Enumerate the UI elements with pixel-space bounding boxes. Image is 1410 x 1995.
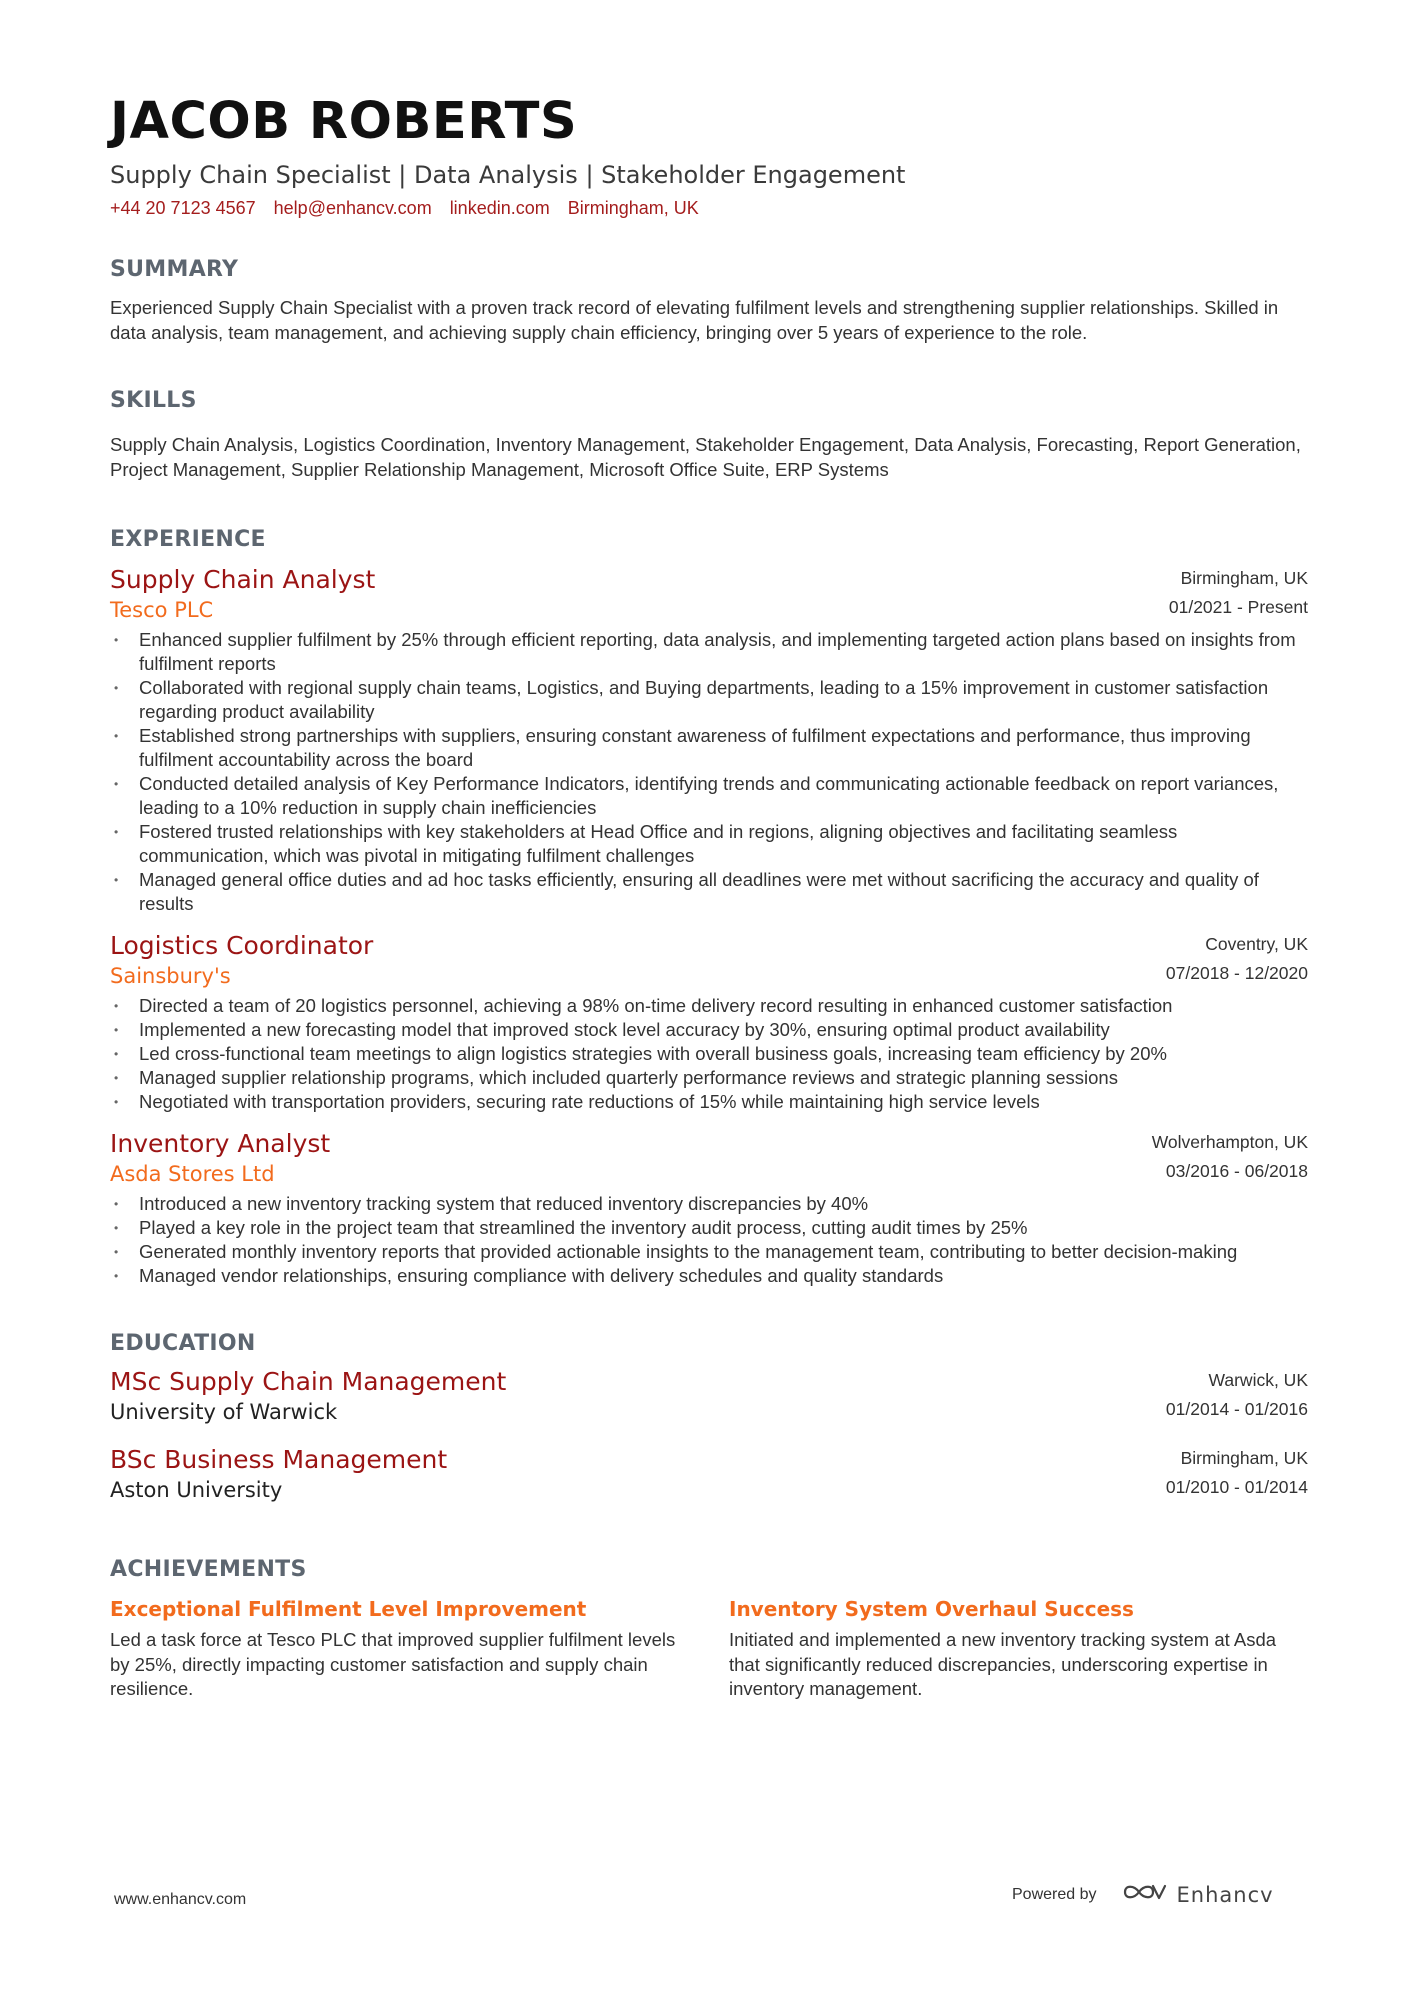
section-title: ACHIEVEMENTS [110,1557,307,1582]
company-name: Asda Stores Ltd [110,1162,275,1186]
bullet-item: • Enhanced supplier fulfilment by 25% through efficient reporting, data analysis, and implementing targeted action plans based on insights from fulfilment reports [110,628,1308,676]
section-title: EDUCATION [110,1331,256,1356]
bullet-item: • Negotiated with transportation providers, securing rate reductions of 15% while maintaining high service levels [110,1090,1308,1114]
achievement-item [110,1596,677,1702]
education-section [110,1330,1308,1504]
degree-title: MSc Supply Chain Management [110,1367,507,1396]
bullet-item: • Generated monthly inventory reports that provided actionable insights to the management team, contributing to better decision-making [110,1240,1308,1264]
bullet-item: • Established strong partnerships with suppliers, ensuring constant awareness of fulfilment expectations and performance, thus improving fulfilment accountability across the board [110,724,1308,772]
job-title: Inventory Analyst [110,1129,331,1158]
bullet-item: • Fostered trusted relationships with key stakeholders at Head Office and in regions, aligning objectives and facilitating seamless communication, which was pivotal in mitigating fulfilment challenges [110,820,1308,868]
bullet-item: • Managed supplier relationship programs, which included quarterly performance reviews and strategic planning sessions [110,1066,1308,1090]
phone-link[interactable]: +44 20 7123 4567 [110,198,256,218]
school-name: Aston University [110,1478,283,1502]
job-location: Wolverhampton, UK [1151,1132,1308,1152]
skills-text: Supply Chain Analysis, Logistics Coordination, Inventory Management, Stakeholder Engagement, Data Analysis, Forecasting, Report Generation, Project Management, Supplier Relationship Management, Microsoft Office Suite, ERP Systems [110,434,1301,480]
education-dates: 01/2010 - 01/2014 [1165,1477,1308,1497]
section-title: SUMMARY [110,257,239,282]
section-title: SKILLS [110,388,197,413]
job-bullets [110,1192,1308,1288]
brand-logo[interactable] [1121,1880,1274,1909]
education-location: Warwick, UK [1208,1370,1308,1390]
education-location: Birmingham, UK [1180,1448,1308,1468]
school-name: University of Warwick [110,1400,338,1424]
achievement-title: Exceptional Fulfilment Level Improvement [110,1597,587,1621]
candidate-name: JACOB ROBERTS [110,92,578,151]
bullet-item: • Directed a team of 20 logistics personnel, achieving a 98% on-time delivery record resulting in enhanced customer satisfaction [110,994,1308,1018]
education-entry [110,1444,1308,1504]
footer-branding [1012,1880,1274,1909]
job-bullets [110,628,1308,916]
brand-name: Enhancv [1176,1882,1274,1907]
bullet-item: • Managed general office duties and ad hoc tasks efficiently, ensuring all deadlines were met without sacrificing the accuracy and quality of results [110,868,1308,916]
achievement-item [729,1596,1296,1702]
experience-section [110,526,1308,1288]
bullet-item: • Played a key role in the project team that streamlined the inventory audit process, cutting audit times by 25% [110,1216,1308,1240]
summary-text: Experienced Supply Chain Specialist with a proven track record of elevating fulfilment levels and strengthening supplier relationships. Skilled in data analysis, team management, and achieving supply chain efficiency, bringing over 5 years of experience to the role. [110,297,1279,343]
job-bullets [110,994,1308,1114]
job-entry [110,1128,1308,1288]
bullet-item: • Introduced a new inventory tracking system that reduced inventory discrepancies by 40% [110,1192,1308,1216]
job-dates: 01/2021 - Present [1168,597,1308,617]
job-location: Coventry, UK [1205,934,1308,954]
degree-title: BSc Business Management [110,1445,448,1474]
bullet-item: • Collaborated with regional supply chain teams, Logistics, and Buying departments, leading to a 15% improvement in customer satisfaction regarding product availability [110,676,1308,724]
bullet-item: • Implemented a new forecasting model that improved stock level accuracy by 30%, ensuring optimal product availability [110,1018,1308,1042]
job-title: Supply Chain Analyst [110,565,376,594]
skills-section [110,387,1308,482]
linkedin-link[interactable]: linkedin.com [449,198,550,218]
job-dates: 07/2018 - 12/2020 [1165,963,1308,983]
achievements-grid [110,1596,1308,1702]
resume-page [110,92,1308,1702]
contact-row [110,196,1308,220]
job-entry [110,564,1308,916]
powered-by-text: Powered by [1012,1885,1097,1903]
bullet-item: • Conducted detailed analysis of Key Performance Indicators, identifying trends and communicating actionable feedback on report variances, leading to a 10% reduction in supply chain inefficiencies [110,772,1308,820]
job-title: Logistics Coordinator [110,931,374,960]
headline: Supply Chain Specialist | Data Analysis | Stakeholder Engagement [110,161,906,189]
job-location: Birmingham, UK [1180,568,1308,588]
section-title: EXPERIENCE [110,527,266,552]
summary-section [110,256,1308,345]
achievement-title: Inventory System Overhaul Success [729,1597,1134,1621]
achievements-section [110,1556,1308,1702]
achievement-desc: Led a task force at Tesco PLC that improved supplier fulfilment levels by 25%, directly impacting customer satisfaction and supply chain resilience. [110,1629,676,1699]
bullet-item: • Managed vendor relationships, ensuring compliance with delivery schedules and quality standards [110,1264,1308,1288]
company-name: Sainsbury's [110,964,231,988]
bullet-item: • Led cross-functional team meetings to align logistics strategies with overall business goals, increasing team efficiency by 20% [110,1042,1308,1066]
achievement-desc: Initiated and implemented a new inventory tracking system at Asda that significantly reduced discrepancies, underscoring expertise in inventory management. [729,1629,1277,1699]
education-entry [110,1366,1308,1426]
company-name: Tesco PLC [110,598,214,622]
job-dates: 03/2016 - 06/2018 [1165,1161,1308,1181]
resume-header [110,92,1308,220]
footer-website-link[interactable]: www.enhancv.com [114,1891,247,1908]
education-dates: 01/2014 - 01/2016 [1165,1399,1308,1419]
location-text: Birmingham, UK [567,198,699,218]
email-link[interactable]: help@enhancv.com [273,198,432,218]
enhancv-logo-icon [1121,1880,1167,1909]
job-entry [110,930,1308,1114]
